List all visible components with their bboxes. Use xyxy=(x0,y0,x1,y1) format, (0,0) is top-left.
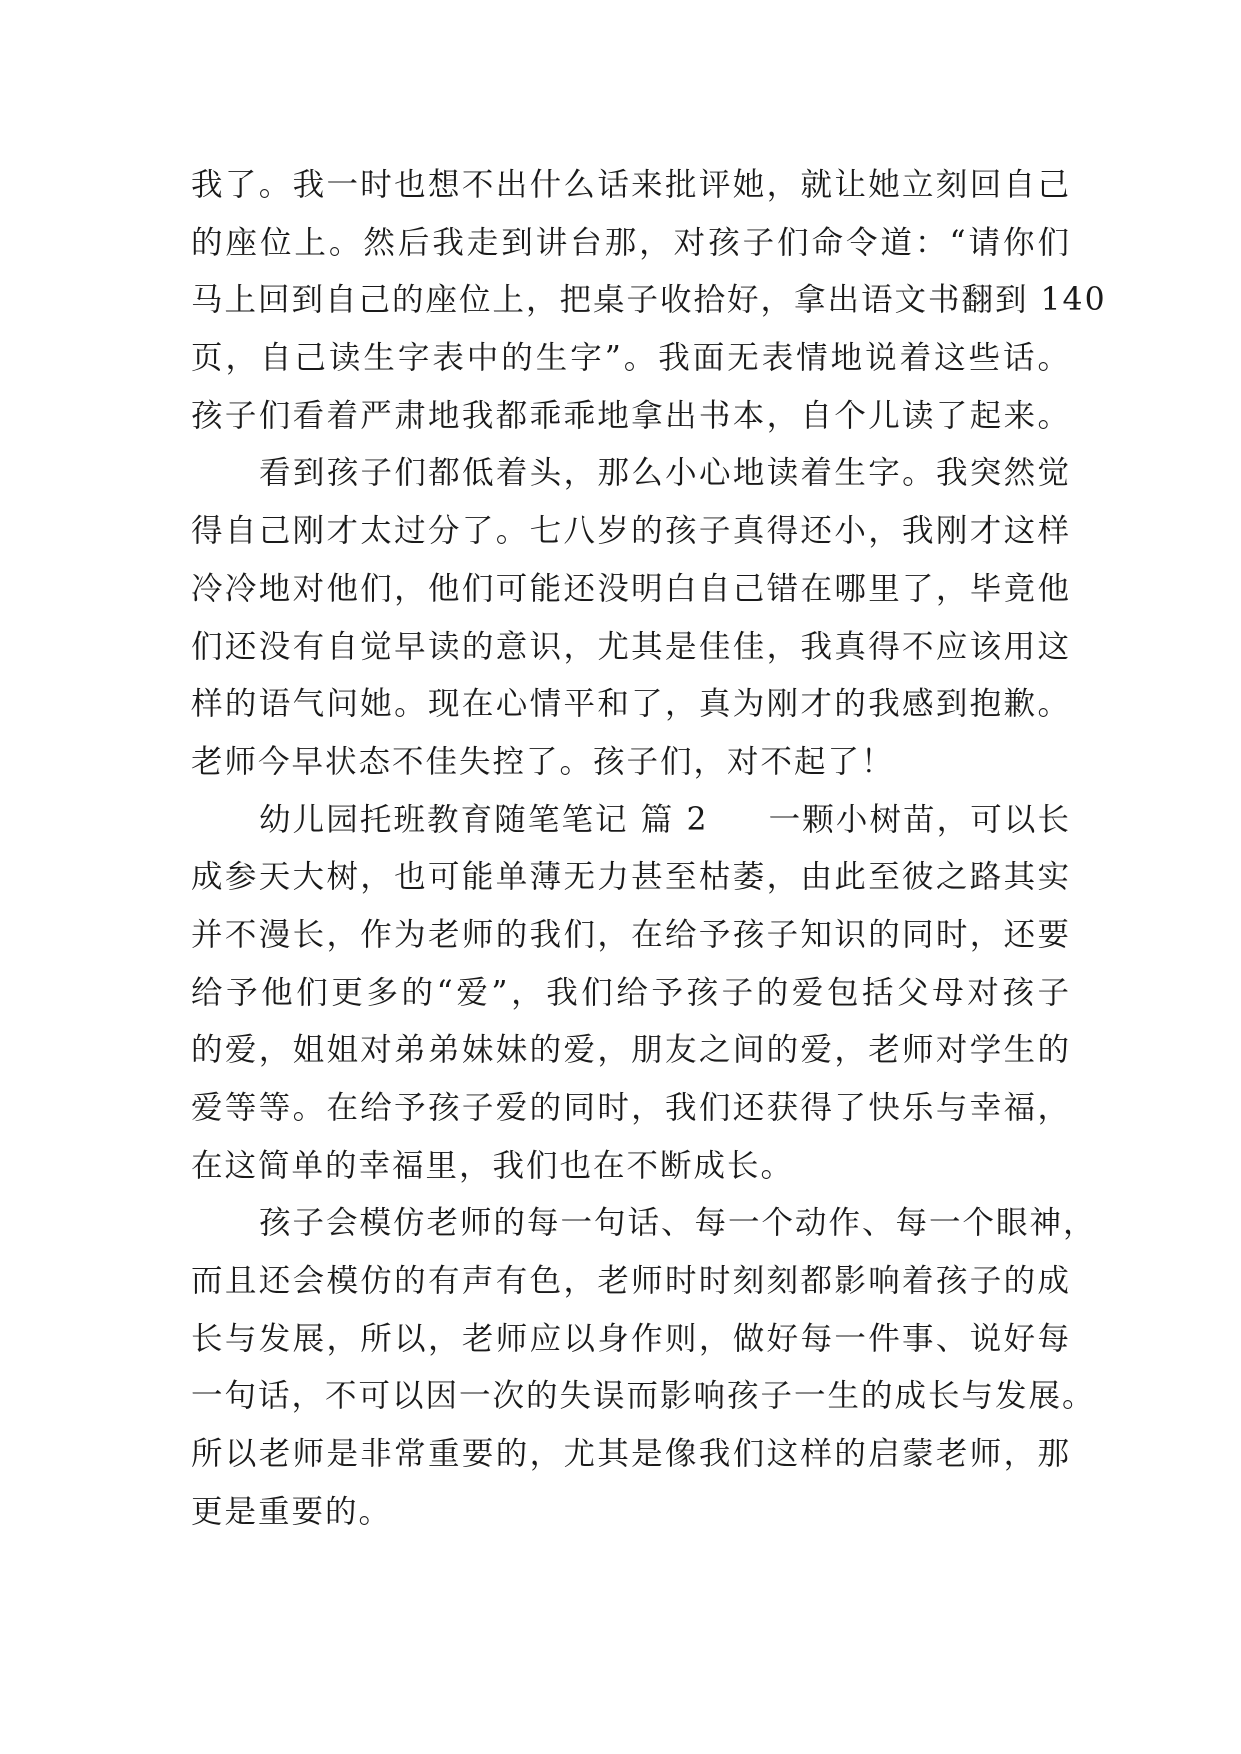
text-line: 页，自己读生字表中的生字”。我面无表情地说着这些话。 xyxy=(191,340,1071,377)
text-line: 成参天大树，也可能单薄无力甚至枯萎，由此至彼之路其实 xyxy=(191,859,1071,896)
text-line: 的爱，姐姐对弟弟妹妹的爱，朋友之间的爱，老师对学生的 xyxy=(191,1032,1071,1069)
body-text xyxy=(191,157,1107,1542)
section-heading: 幼儿园托班教育随笔笔记 篇 2 xyxy=(259,801,709,838)
section-heading-line xyxy=(191,792,1071,850)
paragraph-first-line: 孩子会模仿老师的每一句话、每一个动作、每一个眼神， xyxy=(259,1205,1097,1242)
text-line: 更是重要的。 xyxy=(191,1493,393,1530)
text-line: 的座位上。然后我走到讲台那，对孩子们命令道：“请你们 xyxy=(191,224,1071,261)
text-line: 得自己刚才太过分了。七八岁的孩子真得还小，我刚才这样 xyxy=(191,513,1071,550)
text-line: 并不漫长，作为老师的我们，在给予孩子知识的同时，还要 xyxy=(191,916,1071,953)
text-line: 而且还会模仿的有声有色，老师时时刻刻都影响着孩子的成 xyxy=(191,1263,1071,1300)
text-line: 一句话，不可以因一次的失误而影响孩子一生的成长与发展。 xyxy=(191,1378,1096,1415)
text-line: 在这简单的幸福里，我们也在不断成长。 xyxy=(191,1147,795,1184)
text-line: 所以老师是非常重要的，尤其是像我们这样的启蒙老师，那 xyxy=(191,1436,1071,1473)
paragraph-start: 一颗小树苗，可以长 xyxy=(768,801,1071,838)
paragraph-first-line: 看到孩子们都低着头，那么小心地读着生字。我突然觉 xyxy=(259,455,1071,492)
text-line: 老师今早状态不佳失控了。孩子们，对不起了！ xyxy=(191,743,895,780)
text-line: 马上回到自己的座位上，把桌子收拾好，拿出语文书翻到 140 xyxy=(191,282,1107,319)
text-line: 们还没有自觉早读的意识，尤其是佳佳，我真得不应该用这 xyxy=(191,628,1071,665)
text-line: 孩子们看着严肃地我都乖乖地拿出书本，自个儿读了起来。 xyxy=(191,397,1071,434)
text-line: 给予他们更多的“爱”，我们给予孩子的爱包括父母对孩子 xyxy=(191,974,1071,1011)
text-line: 长与发展，所以，老师应以身作则，做好每一件事、说好每 xyxy=(191,1320,1071,1357)
text-line: 爱等等。在给予孩子爱的同时，我们还获得了快乐与幸福， xyxy=(191,1090,1071,1126)
text-line: 冷冷地对他们，他们可能还没明白自己错在哪里了，毕竟他 xyxy=(191,570,1071,607)
text-line: 样的语气问她。现在心情平和了，真为刚才的我感到抱歉。 xyxy=(191,686,1071,723)
text-line: 我了。我一时也想不出什么话来批评她，就让她立刻回自己 xyxy=(191,167,1071,203)
